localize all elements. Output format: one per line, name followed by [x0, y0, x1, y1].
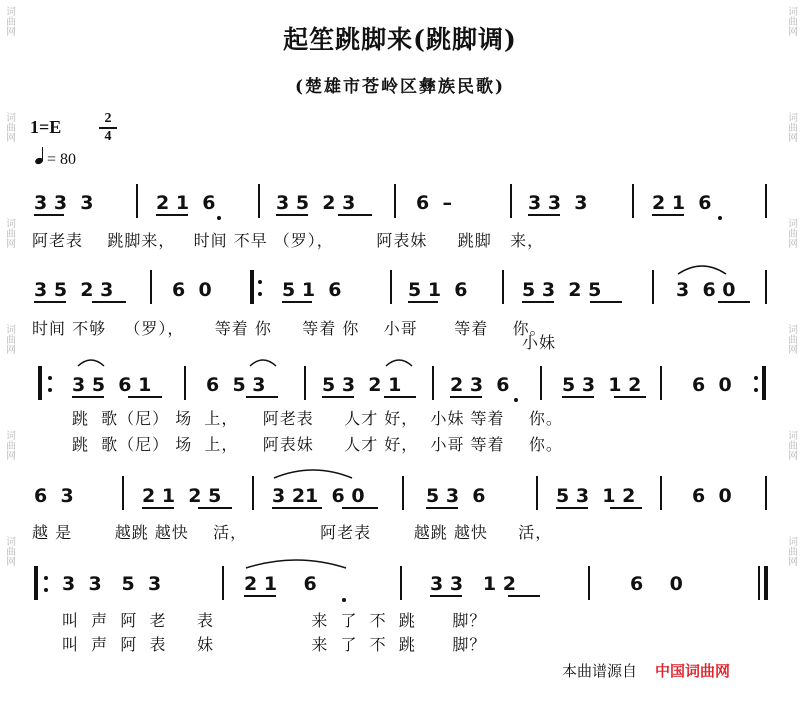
watermark-text: 词曲网	[785, 112, 797, 142]
repeat-end-barline	[762, 366, 766, 400]
note-group: 2 1 6	[652, 192, 712, 214]
repeat-dot	[754, 376, 758, 380]
end-barline-thick	[764, 566, 768, 600]
note-group: 6 0	[172, 279, 212, 301]
watermark-text: 词曲网	[3, 430, 15, 460]
end-barline	[758, 566, 760, 600]
beam	[142, 507, 174, 509]
barline	[222, 566, 224, 600]
note-group: 2 1 2 5	[142, 485, 222, 507]
meter-top: 2	[104, 111, 112, 126]
song-title: 起笙跳脚来(跳脚调)	[283, 25, 517, 54]
beam	[272, 507, 322, 509]
lyric-line: 时间 不够 （罗）， 等着 你 等着 你 小哥 等着 你。	[32, 319, 547, 338]
barline	[150, 270, 152, 304]
note-group: 5 3 1 2	[562, 374, 642, 396]
beam	[508, 595, 540, 597]
note-group: 3 6 0	[676, 279, 736, 301]
barline	[660, 476, 662, 510]
beam	[322, 396, 354, 398]
beam	[528, 214, 560, 216]
note-group: 2 1 6	[244, 573, 317, 595]
repeat-start-barline	[38, 366, 42, 400]
watermark-text: 词曲网	[3, 536, 15, 566]
source-label: 本曲谱源自	[562, 662, 638, 680]
slur	[272, 466, 354, 480]
note-group: 2 3 6	[450, 374, 510, 396]
watermark-text: 词曲网	[785, 218, 797, 248]
low-octave-dot	[217, 216, 221, 220]
note-group: 3 21 6 0	[272, 485, 365, 507]
beam	[384, 396, 416, 398]
watermark-text: 词曲网	[3, 112, 15, 142]
beam	[718, 301, 750, 303]
barline	[304, 366, 306, 400]
beam	[128, 396, 162, 398]
note-group: 5 1 6	[282, 279, 342, 301]
note-group: 5 3 2 1	[322, 374, 402, 396]
beam	[244, 595, 276, 597]
note-group: 3 3 3	[34, 192, 94, 214]
beam	[408, 301, 438, 303]
beam	[590, 301, 622, 303]
barline	[632, 184, 634, 218]
beam	[246, 396, 278, 398]
note-group: 3 5 6 1	[72, 374, 152, 396]
note-group: 6 5 3	[206, 374, 266, 396]
note-group: 5 1 6	[408, 279, 468, 301]
beam	[34, 301, 66, 303]
barline	[588, 566, 590, 600]
barline	[502, 270, 504, 304]
note-group: 6 0	[692, 485, 732, 507]
beam	[450, 396, 482, 398]
source-credit	[562, 660, 730, 681]
note-group: 6 0	[692, 374, 732, 396]
beam	[430, 595, 462, 597]
repeat-dot	[258, 280, 262, 284]
beam	[342, 507, 378, 509]
tempo-marking	[35, 150, 76, 169]
beam	[614, 396, 646, 398]
barline	[510, 184, 512, 218]
repeat-dot	[48, 376, 52, 380]
repeat-dot	[44, 588, 48, 592]
note-group: 5 3 1 2	[556, 485, 636, 507]
note-group: 3 5 2 3	[276, 192, 356, 214]
beam	[156, 214, 188, 216]
beam	[562, 396, 594, 398]
beam	[92, 301, 126, 303]
beam	[426, 507, 458, 509]
barline	[258, 184, 260, 218]
lyric-line: 跳 歌（尼） 场 上， 阿表妹 人才 好， 小哥 等着 你。	[72, 435, 563, 454]
slur	[384, 356, 414, 368]
lyric-line: 叫 声 阿 表 妹 来 了 不 跳 脚？	[62, 635, 487, 654]
barline	[765, 476, 767, 510]
note-group: 2 1 6	[156, 192, 216, 214]
beam	[276, 214, 308, 216]
note-group: 3 3 1 2	[430, 573, 516, 595]
left-watermark-strip	[0, 0, 18, 710]
lyric-line-alt: 小妹	[522, 333, 557, 352]
barline	[400, 566, 402, 600]
low-octave-dot	[342, 598, 346, 602]
low-octave-dot	[718, 216, 722, 220]
watermark-text: 词曲网	[785, 324, 797, 354]
note-group: 6 0	[630, 573, 683, 595]
barline	[540, 366, 542, 400]
key-signature: 1=E	[30, 117, 62, 137]
slur	[676, 262, 728, 276]
slur	[248, 356, 278, 368]
barline	[432, 366, 434, 400]
watermark-text: 词曲网	[785, 430, 797, 460]
repeat-dot	[44, 576, 48, 580]
barline	[660, 366, 662, 400]
beam	[522, 301, 554, 303]
repeat-dot	[754, 388, 758, 392]
note-group: 6 3	[34, 485, 74, 507]
note-group: 5 3 6	[426, 485, 486, 507]
barline	[184, 366, 186, 400]
watermark-text: 词曲网	[3, 218, 15, 248]
site-brand-link[interactable]: 中国词曲网	[655, 662, 731, 680]
tempo-value: = 80	[47, 151, 77, 168]
watermark-text: 词曲网	[3, 6, 15, 36]
watermark-text: 词曲网	[785, 536, 797, 566]
note-group: 3 3 3	[528, 192, 588, 214]
barline	[765, 270, 767, 304]
barline	[652, 270, 654, 304]
beam	[282, 301, 312, 303]
beam	[556, 507, 588, 509]
barline	[765, 184, 767, 218]
right-watermark-strip	[782, 0, 800, 710]
slur	[76, 356, 106, 368]
low-octave-dot	[514, 398, 518, 402]
lyric-line: 越 是 越跳 越快 活， 阿老表 越跳 越快 活，	[32, 523, 553, 542]
beam	[198, 507, 232, 509]
lyric-line: 阿老表 跳脚来， 时间 不早 （罗）， 阿表妹 跳脚 来，	[32, 231, 545, 250]
barline	[536, 476, 538, 510]
barline	[394, 184, 396, 218]
slur	[244, 556, 348, 570]
barline	[136, 184, 138, 218]
note-group: 3 3 5 3	[62, 573, 162, 595]
note-group: 5 3 2 5	[522, 279, 602, 301]
beam	[610, 507, 642, 509]
repeat-dot	[48, 388, 52, 392]
watermark-text: 词曲网	[3, 324, 15, 354]
beam	[338, 214, 372, 216]
time-signature	[99, 112, 117, 144]
beam	[652, 214, 684, 216]
beam	[72, 396, 104, 398]
note-group: 3 5 2 3	[34, 279, 114, 301]
repeat-dot	[258, 292, 262, 296]
repeat-start-barline	[34, 566, 38, 600]
watermark-text: 词曲网	[785, 6, 797, 36]
quarter-note-icon	[35, 150, 43, 164]
repeat-start-barline	[250, 270, 254, 304]
meter-bottom: 4	[104, 129, 112, 144]
barline	[390, 270, 392, 304]
beam	[34, 214, 64, 216]
note-group: 6 –	[416, 192, 452, 214]
lyric-line: 跳 歌（尼） 场 上， 阿老表 人才 好， 小妹 等着 你。	[72, 409, 563, 428]
lyric-line: 叫 声 阿 老 表 来 了 不 跳 脚？	[62, 611, 487, 630]
barline	[122, 476, 124, 510]
barline	[402, 476, 404, 510]
barline	[252, 476, 254, 510]
song-subtitle: (楚雄市苍岭区彝族民歌)	[294, 77, 506, 97]
